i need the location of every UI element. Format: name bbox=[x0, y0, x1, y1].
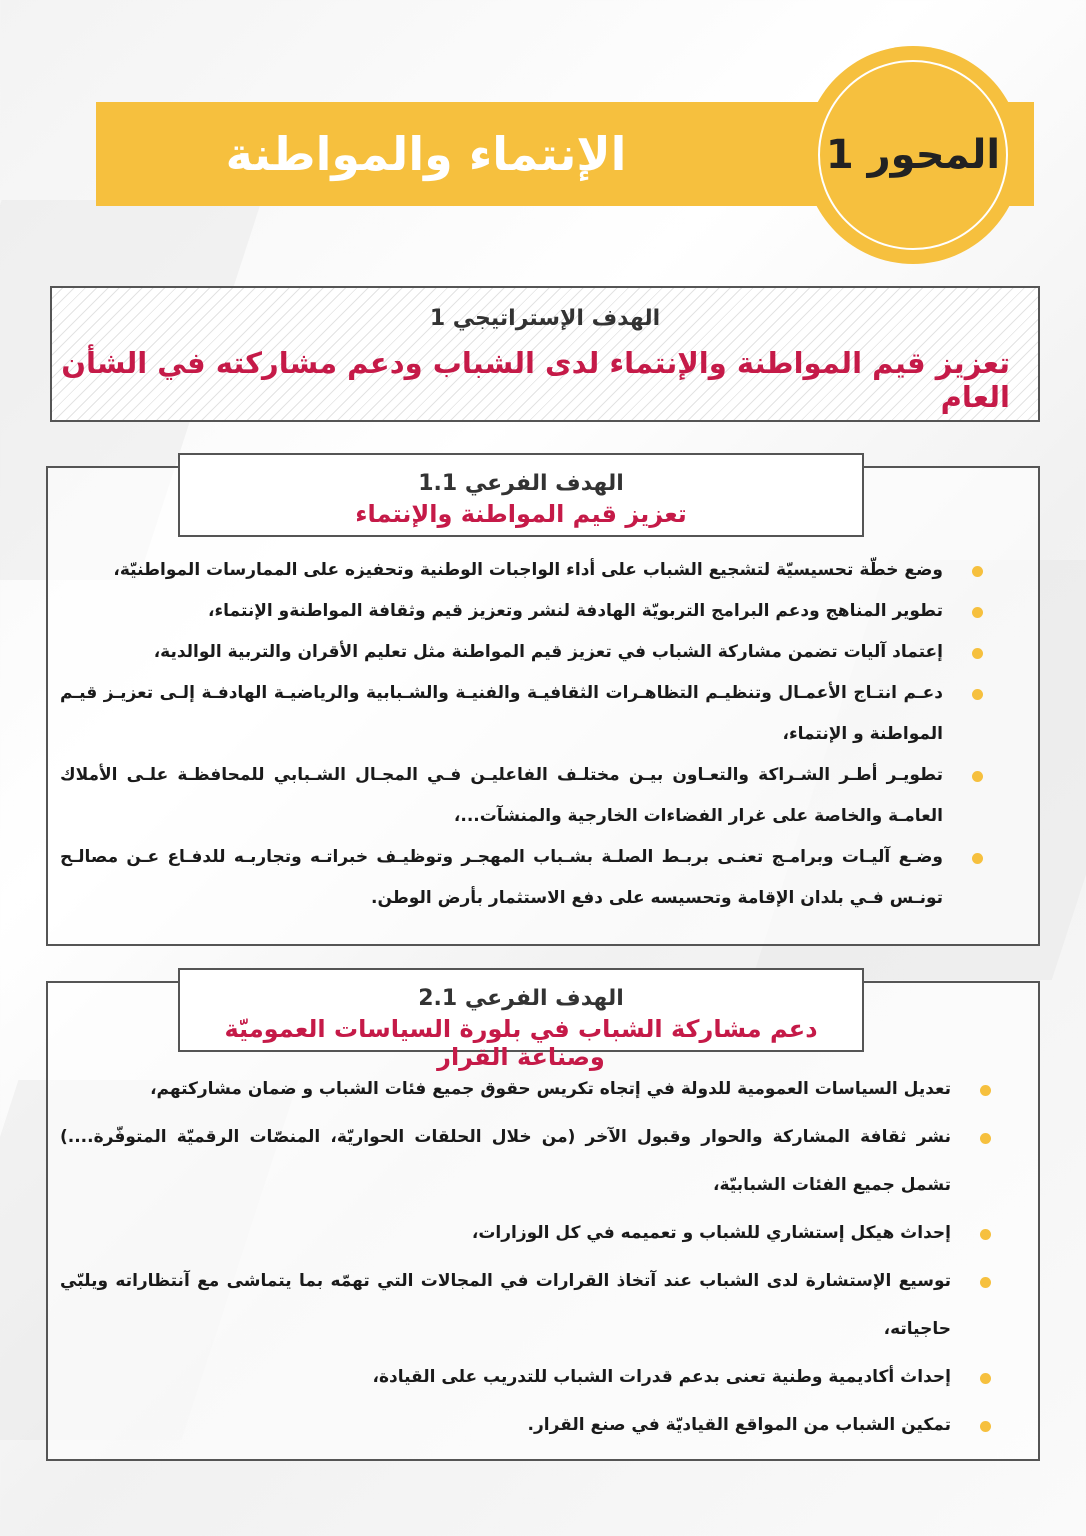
list-item: وضـع آليـات وبرامـج تعنـى بربـط الصلـة بشـباب المهجـر وتوظيـف خبراتـه وتجاربـه للدفـاع عـن مصالـح تونـس فـي بلدان الإقامة وتحسيسه على دفع الاستثمار بأرض الوطن. bbox=[60, 837, 985, 919]
axis-label: المحور 1 bbox=[818, 60, 1008, 250]
bullet-dot-icon bbox=[972, 689, 983, 700]
bullet-dot-icon bbox=[980, 1085, 991, 1096]
list-item: تمكين الشباب من المواقع القياديّة في صنع القرار. bbox=[60, 1401, 993, 1449]
list-item: نشر ثقافة المشاركة والحوار وقبول الآخر (من خلال الحلقات الحواريّة، المنصّات الرقميّة المتوفّرة....) تشمل جميع الفئات الشبابيّة، bbox=[60, 1113, 993, 1209]
subgoal-1-list bbox=[60, 550, 985, 919]
list-item: تعديل السياسات العمومية للدولة في إتجاه تكريس حقوق جميع فئات الشباب و ضمان مشاركتهم، bbox=[60, 1065, 993, 1113]
subgoal-1-label: الهدف الفرعي 1.1 bbox=[418, 471, 624, 496]
subgoal-1-title: تعزيز قيم المواطنة والإنتماء bbox=[355, 500, 687, 528]
subgoal-2-label: الهدف الفرعي 2.1 bbox=[418, 986, 624, 1011]
bullet-dot-icon bbox=[972, 566, 983, 577]
list-item: وضع خطّة تحسيسيّة لتشجيع الشباب على أداء الواجبات الوطنية وتحفيزه على الممارسات المواطنيّة، bbox=[60, 550, 985, 591]
list-item: إحداث أكاديمية وطنية تعنى بدعم قدرات الشباب للتدريب على القيادة، bbox=[60, 1353, 993, 1401]
axis-badge bbox=[804, 46, 1022, 264]
subgoal-2-header bbox=[178, 968, 864, 1071]
bullet-dot-icon bbox=[980, 1229, 991, 1240]
list-item: دعـم انتـاج الأعمـال وتنظيـم التظاهـرات الثقافيـة والفنيـة والشـبابية والرياضيـة الهادفـة إلـى تعزيـز قيـم المواطنة و الإنتماء، bbox=[60, 673, 985, 755]
bullet-dot-icon bbox=[972, 853, 983, 864]
subgoal-2-list bbox=[60, 1065, 993, 1449]
bullet-dot-icon bbox=[972, 648, 983, 659]
list-item: إعتماد آليات تضمن مشاركة الشباب في تعزيز قيم المواطنة مثل تعليم الأقران والتربية الوالدية، bbox=[60, 632, 985, 673]
strategic-goal-label: الهدف الإستراتيجي 1 bbox=[429, 306, 661, 331]
strategic-goal-title: تعزيز قيم المواطنة والإنتماء لدى الشباب ودعم مشاركته في الشأن العام bbox=[61, 346, 1010, 414]
bullet-dot-icon bbox=[980, 1277, 991, 1288]
bullet-dot-icon bbox=[972, 607, 983, 618]
subgoal-1-header bbox=[178, 453, 864, 537]
bullet-dot-icon bbox=[980, 1133, 991, 1144]
bullet-dot-icon bbox=[980, 1373, 991, 1384]
bullet-dot-icon bbox=[972, 771, 983, 782]
subgoal-2-title: دعم مشاركة الشباب في بلورة السياسات العموميّة وصناعة القرار bbox=[224, 1015, 818, 1071]
list-item: توسيع الإستشارة لدى الشباب عند آتخاذ القرارات في المجالات التي تهمّه بما يتماشى مع آنتظاراته ويلبّي حاجياته، bbox=[60, 1257, 993, 1353]
list-item: تطوير المناهج ودعم البرامج التربويّة الهادفة لنشر وتعزيز قيم وثقافة المواطنةو الإنتماء، bbox=[60, 591, 985, 632]
bullet-dot-icon bbox=[980, 1421, 991, 1432]
list-item: تطويـر أطـر الشـراكة والتعـاون بيـن مختلـف الفاعليـن فـي المجـال الشـبابي للمحافظـة علـى الأملاك العامـة والخاصة على غرار الفضاءات الخارجية والمنشآت...، bbox=[60, 755, 985, 837]
list-item: إحداث هيكل إستشاري للشباب و تعميمه في كل الوزارات، bbox=[60, 1209, 993, 1257]
page-title: الإنتماء والمواطنة bbox=[225, 127, 627, 181]
strategic-goal-box bbox=[50, 286, 1040, 422]
